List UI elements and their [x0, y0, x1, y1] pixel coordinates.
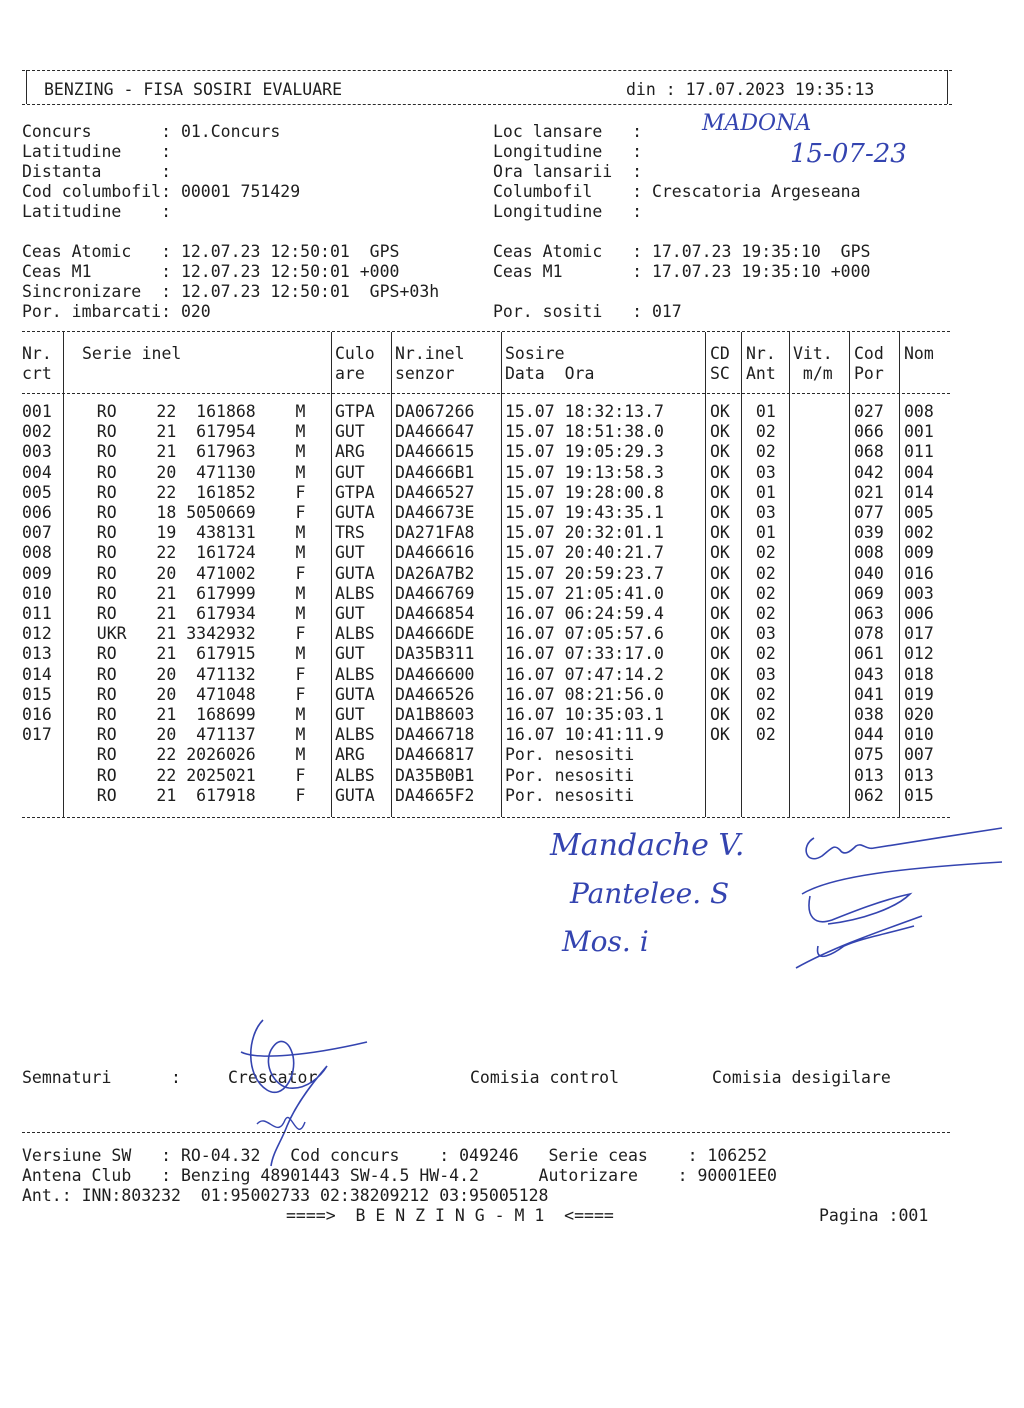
- cell-code: 061: [854, 644, 884, 664]
- cell-code: 008: [854, 543, 884, 563]
- cell-nom: 015: [904, 785, 934, 805]
- info-line-longitude: Longitudine :: [493, 142, 643, 161]
- cell-arrival: 16.07 07:47:14.2: [505, 664, 664, 684]
- table-header-rule: [22, 393, 950, 394]
- header-speed: Vit.: [793, 344, 833, 363]
- cell-antenna: 03: [746, 503, 776, 522]
- cell-nr: 003: [22, 442, 52, 462]
- cell-sensor-ring: DA1B8603: [395, 705, 475, 724]
- header-nr: crt: [22, 364, 52, 383]
- col-divider: [391, 332, 392, 817]
- cell-ring-series: RO 21 617954 M: [67, 422, 306, 442]
- header-color: Culo: [335, 344, 375, 363]
- cell-arrival: 16.07 10:41:11.9: [505, 725, 664, 745]
- header-cd: CD: [710, 344, 730, 363]
- commission-signatures: [792, 816, 1012, 976]
- cell-ring-series: RO 22 161724 M: [67, 543, 306, 563]
- cell-color: GUT: [335, 644, 365, 664]
- cell-code: 068: [854, 442, 884, 462]
- clock-atomic-end: Ceas Atomic : 17.07.23 19:35:10 GPS: [493, 242, 871, 261]
- cell-arrival: Por. nesositi: [505, 785, 635, 805]
- cell-sensor-ring: DA4665F2: [395, 785, 475, 805]
- header-color: are: [335, 364, 365, 383]
- cell-ring-series: RO 22 161852 F: [67, 482, 306, 502]
- cell-ring-series: RO 21 617918 F: [67, 785, 306, 805]
- info-line-longitude-2: Longitudine :: [493, 202, 643, 221]
- handwritten-location: MADONA: [702, 111, 812, 136]
- cell-nom: 012: [904, 644, 934, 664]
- cell-color: GUT: [335, 422, 365, 442]
- cell-cd: OK: [710, 684, 730, 704]
- cell-nom: 008: [904, 402, 934, 421]
- handwritten-date: 15-07-23: [790, 139, 907, 169]
- cell-sensor-ring: DA466616: [395, 543, 475, 563]
- cell-nr: 014: [22, 664, 52, 684]
- cell-code: 013: [854, 765, 884, 785]
- cell-nom: 003: [904, 583, 934, 603]
- header-speed: m/m: [793, 364, 833, 383]
- info-line-distance: Distanta :: [22, 162, 172, 181]
- signature-role-control: Comisia control: [470, 1068, 620, 1087]
- cell-code: 069: [854, 583, 884, 603]
- header-code: Por: [854, 364, 884, 383]
- cell-sensor-ring: DA466769: [395, 583, 475, 603]
- cell-nom: 005: [904, 503, 934, 522]
- cell-code: 066: [854, 422, 884, 442]
- cell-code: 042: [854, 462, 884, 482]
- signature-role-breeder: Crescator: [228, 1068, 318, 1087]
- cell-color: ARG: [335, 442, 365, 462]
- title-box-top: [22, 70, 952, 71]
- info-line-latitude-2: Latitudine :: [22, 202, 172, 221]
- cell-color: ARG: [335, 745, 365, 765]
- cell-sensor-ring: DA26A7B2: [395, 563, 475, 583]
- report-title: BENZING - FISA SOSIRI EVALUARE: [44, 80, 343, 99]
- info-line-latitude: Latitudine :: [22, 142, 172, 161]
- cell-code: 043: [854, 664, 884, 684]
- header-arrival: Sosire: [505, 344, 565, 363]
- cell-arrival: 15.07 20:40:21.7: [505, 543, 664, 563]
- handwritten-name-1: Mandache V.: [550, 828, 745, 863]
- cell-nr: 006: [22, 503, 52, 522]
- cell-arrival: 15.07 19:05:29.3: [505, 442, 664, 462]
- cell-color: GTPA: [335, 402, 375, 421]
- cell-antenna: 02: [746, 442, 776, 462]
- cell-arrival: Por. nesositi: [505, 745, 635, 765]
- cell-arrival: 15.07 20:59:23.7: [505, 563, 664, 583]
- cell-nr: 015: [22, 684, 52, 704]
- cell-cd: OK: [710, 442, 730, 462]
- cell-nr: 001: [22, 402, 52, 421]
- cell-code: 063: [854, 604, 884, 623]
- clock-m1-start: Ceas M1 : 12.07.23 12:50:01 +000: [22, 262, 400, 281]
- cell-nom: 002: [904, 523, 934, 543]
- cell-color: GUTA: [335, 684, 375, 704]
- cell-nr: 002: [22, 422, 52, 442]
- cell-color: GUTA: [335, 503, 375, 522]
- cell-color: GUTA: [335, 785, 375, 805]
- cell-ring-series: RO 22 2026026 M: [67, 745, 306, 765]
- header-code: Cod: [854, 344, 884, 363]
- cell-sensor-ring: DA466526: [395, 684, 475, 704]
- cell-code: 027: [854, 402, 884, 421]
- cell-ring-series: RO 18 5050669 F: [67, 503, 306, 522]
- cell-nr: 005: [22, 482, 52, 502]
- info-line-breeder-code: Cod columbofil: 00001 751429: [22, 182, 301, 201]
- cell-antenna: 02: [746, 684, 776, 704]
- cell-nom: 011: [904, 442, 934, 462]
- cell-arrival: 16.07 10:35:03.1: [505, 705, 664, 724]
- cell-cd: OK: [710, 422, 730, 442]
- header-arrival: Data Ora: [505, 364, 595, 383]
- col-divider: [849, 332, 850, 817]
- cell-sensor-ring: DA466817: [395, 745, 475, 765]
- clock-atomic-start: Ceas Atomic : 12.07.23 12:50:01 GPS: [22, 242, 400, 261]
- arrival-report-sheet: [22, 56, 1012, 1236]
- cell-antenna: 01: [746, 482, 776, 502]
- pigeons-arrived: Por. sositi : 017: [493, 302, 682, 321]
- cell-sensor-ring: DA35B0B1: [395, 765, 475, 785]
- cell-sensor-ring: DA46673E: [395, 503, 475, 522]
- cell-nom: 014: [904, 482, 934, 502]
- cell-antenna: 02: [746, 583, 776, 603]
- cell-arrival: 15.07 19:28:00.8: [505, 482, 664, 502]
- cell-code: 075: [854, 745, 884, 765]
- cell-sensor-ring: DA35B311: [395, 644, 475, 664]
- cell-sensor-ring: DA466527: [395, 482, 475, 502]
- cell-nr: 011: [22, 604, 52, 623]
- cell-ring-series: RO 21 168699 M: [67, 705, 306, 724]
- page-number: Pagina :001: [819, 1206, 929, 1225]
- header-nom: Nom: [904, 344, 934, 363]
- cell-antenna: 03: [746, 664, 776, 684]
- cell-code: 044: [854, 725, 884, 745]
- cell-nom: 020: [904, 705, 934, 724]
- cell-antenna: 02: [746, 604, 776, 623]
- cell-nr: 013: [22, 644, 52, 664]
- cell-arrival: 15.07 19:43:35.1: [505, 503, 664, 522]
- cell-antenna: 02: [746, 422, 776, 442]
- cell-ring-series: RO 20 471048 F: [67, 684, 306, 704]
- cell-ring-series: RO 21 617999 M: [67, 583, 306, 603]
- cell-arrival: 16.07 07:33:17.0: [505, 644, 664, 664]
- cell-arrival: 15.07 20:32:01.1: [505, 523, 664, 543]
- cell-cd: OK: [710, 503, 730, 522]
- cell-ring-series: RO 21 617915 M: [67, 644, 306, 664]
- cell-sensor-ring: DA4666DE: [395, 624, 475, 644]
- cell-nom: 013: [904, 765, 934, 785]
- cell-cd: OK: [710, 664, 730, 684]
- cell-sensor-ring: DA466718: [395, 725, 475, 745]
- cell-color: GUTA: [335, 563, 375, 583]
- cell-sensor-ring: DA271FA8: [395, 523, 475, 543]
- cell-cd: OK: [710, 462, 730, 482]
- cell-sensor-ring: DA4666B1: [395, 462, 475, 482]
- cell-color: ALBS: [335, 765, 375, 785]
- handwritten-name-3: Mos. i: [562, 925, 649, 958]
- clock-sync: Sincronizare : 12.07.23 12:50:01 GPS+03h: [22, 282, 440, 301]
- cell-cd: OK: [710, 624, 730, 644]
- col-divider: [789, 332, 790, 817]
- cell-color: ALBS: [335, 664, 375, 684]
- cell-color: GUT: [335, 543, 365, 563]
- cell-ring-series: RO 20 471130 M: [67, 462, 306, 482]
- cell-nr: 009: [22, 563, 52, 583]
- pigeons-basketed: Por. imbarcati: 020: [22, 302, 211, 321]
- header-antenna: Nr.: [746, 344, 776, 363]
- cell-cd: OK: [710, 725, 730, 745]
- cell-code: 078: [854, 624, 884, 644]
- cell-nom: 018: [904, 664, 934, 684]
- cell-color: GUT: [335, 462, 365, 482]
- handwritten-name-2: Pantelee. S: [570, 877, 730, 910]
- col-divider: [331, 332, 332, 817]
- cell-color: TRS: [335, 523, 365, 543]
- cell-arrival: 16.07 06:24:59.4: [505, 604, 664, 623]
- cell-nr: 004: [22, 462, 52, 482]
- col-divider: [899, 332, 900, 817]
- cell-sensor-ring: DA466600: [395, 664, 475, 684]
- info-line-release-time: Ora lansarii :: [493, 162, 643, 181]
- cell-sensor-ring: DA466647: [395, 422, 475, 442]
- cell-antenna: 03: [746, 462, 776, 482]
- cell-cd: OK: [710, 563, 730, 583]
- cell-nom: 019: [904, 684, 934, 704]
- cell-arrival: 15.07 18:32:13.7: [505, 402, 664, 421]
- cell-nr: 007: [22, 523, 52, 543]
- cell-cd: OK: [710, 644, 730, 664]
- cell-code: 062: [854, 785, 884, 805]
- cell-nr: 017: [22, 725, 52, 745]
- cell-nom: 010: [904, 725, 934, 745]
- cell-code: 038: [854, 705, 884, 724]
- cell-arrival: 15.07 18:51:38.0: [505, 422, 664, 442]
- cell-code: 077: [854, 503, 884, 522]
- cell-code: 040: [854, 563, 884, 583]
- cell-cd: OK: [710, 543, 730, 563]
- footer-banner: ====> B E N Z I N G - M 1 <====: [286, 1206, 614, 1225]
- cell-color: ALBS: [335, 583, 375, 603]
- cell-ring-series: RO 20 471132 F: [67, 664, 306, 684]
- footer-antenna-line: Antena Club : Benzing 48901443 SW-4.5 HW-4.2 Autorizare : 90001EE0: [22, 1166, 777, 1185]
- cell-antenna: 01: [746, 402, 776, 421]
- cell-nom: 007: [904, 745, 934, 765]
- title-box-right-edge: [947, 70, 948, 104]
- cell-sensor-ring: DA067266: [395, 402, 475, 421]
- cell-cd: OK: [710, 402, 730, 421]
- cell-color: ALBS: [335, 725, 375, 745]
- cell-ring-series: RO 21 617963 M: [67, 442, 306, 462]
- col-divider: [63, 332, 64, 817]
- footer-software-line: Versiune SW : RO-04.32 Cod concurs : 049246 Serie ceas : 106252: [22, 1146, 768, 1165]
- footer-rule: [22, 1132, 950, 1133]
- cell-arrival: 16.07 08:21:56.0: [505, 684, 664, 704]
- cell-nr: 008: [22, 543, 52, 563]
- cell-antenna: 02: [746, 705, 776, 724]
- header-antenna: Ant: [746, 364, 776, 383]
- header-ring-series: Serie inel: [82, 344, 182, 363]
- info-line-breeder: Columbofil : Crescatoria Argeseana: [493, 182, 861, 201]
- cell-color: ALBS: [335, 624, 375, 644]
- signatures-label: Semnaturi :: [22, 1068, 181, 1087]
- cell-antenna: 02: [746, 644, 776, 664]
- cell-arrival: 15.07 19:13:58.3: [505, 462, 664, 482]
- footer-antenna-ids: Ant.: INN:803232 01:95002733 02:38209212 03:95005128: [22, 1186, 549, 1205]
- cell-cd: OK: [710, 705, 730, 724]
- clock-m1-end: Ceas M1 : 17.07.23 19:35:10 +000: [493, 262, 871, 281]
- info-line-concurs: Concurs : 01.Concurs: [22, 122, 281, 141]
- cell-nr: 010: [22, 583, 52, 603]
- cell-antenna: 02: [746, 543, 776, 563]
- cell-color: GTPA: [335, 482, 375, 502]
- col-divider: [741, 332, 742, 817]
- cell-antenna: 02: [746, 563, 776, 583]
- cell-code: 041: [854, 684, 884, 704]
- cell-ring-series: RO 21 617934 M: [67, 604, 306, 623]
- cell-nom: 004: [904, 462, 934, 482]
- cell-color: GUT: [335, 705, 365, 724]
- cell-nom: 017: [904, 624, 934, 644]
- cell-nom: 009: [904, 543, 934, 563]
- cell-ring-series: RO 22 161868 M: [67, 402, 306, 421]
- cell-ring-series: RO 19 438131 M: [67, 523, 306, 543]
- cell-nom: 006: [904, 604, 934, 623]
- table-top-rule: [22, 331, 950, 332]
- cell-ring-series: UKR 21 3342932 F: [67, 624, 306, 644]
- cell-ring-series: RO 20 471002 F: [67, 563, 306, 583]
- cell-sensor-ring: DA466615: [395, 442, 475, 462]
- cell-cd: OK: [710, 523, 730, 543]
- cell-nom: 001: [904, 422, 934, 442]
- cell-cd: OK: [710, 583, 730, 603]
- title-box-bottom: [22, 104, 952, 105]
- signature-role-unsealing: Comisia desigilare: [712, 1068, 891, 1087]
- cell-nr: 012: [22, 624, 52, 644]
- header-nr: Nr.: [22, 344, 52, 363]
- cell-cd: OK: [710, 604, 730, 623]
- cell-code: 039: [854, 523, 884, 543]
- header-cd: SC: [710, 364, 730, 383]
- cell-arrival: Por. nesositi: [505, 765, 635, 785]
- report-date: din : 17.07.2023 19:35:13: [626, 80, 875, 99]
- cell-antenna: 03: [746, 624, 776, 644]
- col-divider: [705, 332, 706, 817]
- cell-cd: OK: [710, 482, 730, 502]
- cell-nr: 016: [22, 705, 52, 724]
- cell-sensor-ring: DA466854: [395, 604, 475, 623]
- cell-ring-series: RO 22 2025021 F: [67, 765, 306, 785]
- header-sensor-ring: senzor: [395, 364, 455, 383]
- cell-code: 021: [854, 482, 884, 502]
- cell-nom: 016: [904, 563, 934, 583]
- cell-color: GUT: [335, 604, 365, 623]
- cell-arrival: 16.07 07:05:57.6: [505, 624, 664, 644]
- info-line-release-place: Loc lansare :: [493, 122, 643, 141]
- cell-arrival: 15.07 21:05:41.0: [505, 583, 664, 603]
- cell-antenna: 02: [746, 725, 776, 745]
- header-sensor-ring: Nr.inel: [395, 344, 465, 363]
- cell-antenna: 01: [746, 523, 776, 543]
- col-divider: [501, 332, 502, 817]
- title-box-left-edge: [26, 70, 27, 104]
- cell-ring-series: RO 20 471137 M: [67, 725, 306, 745]
